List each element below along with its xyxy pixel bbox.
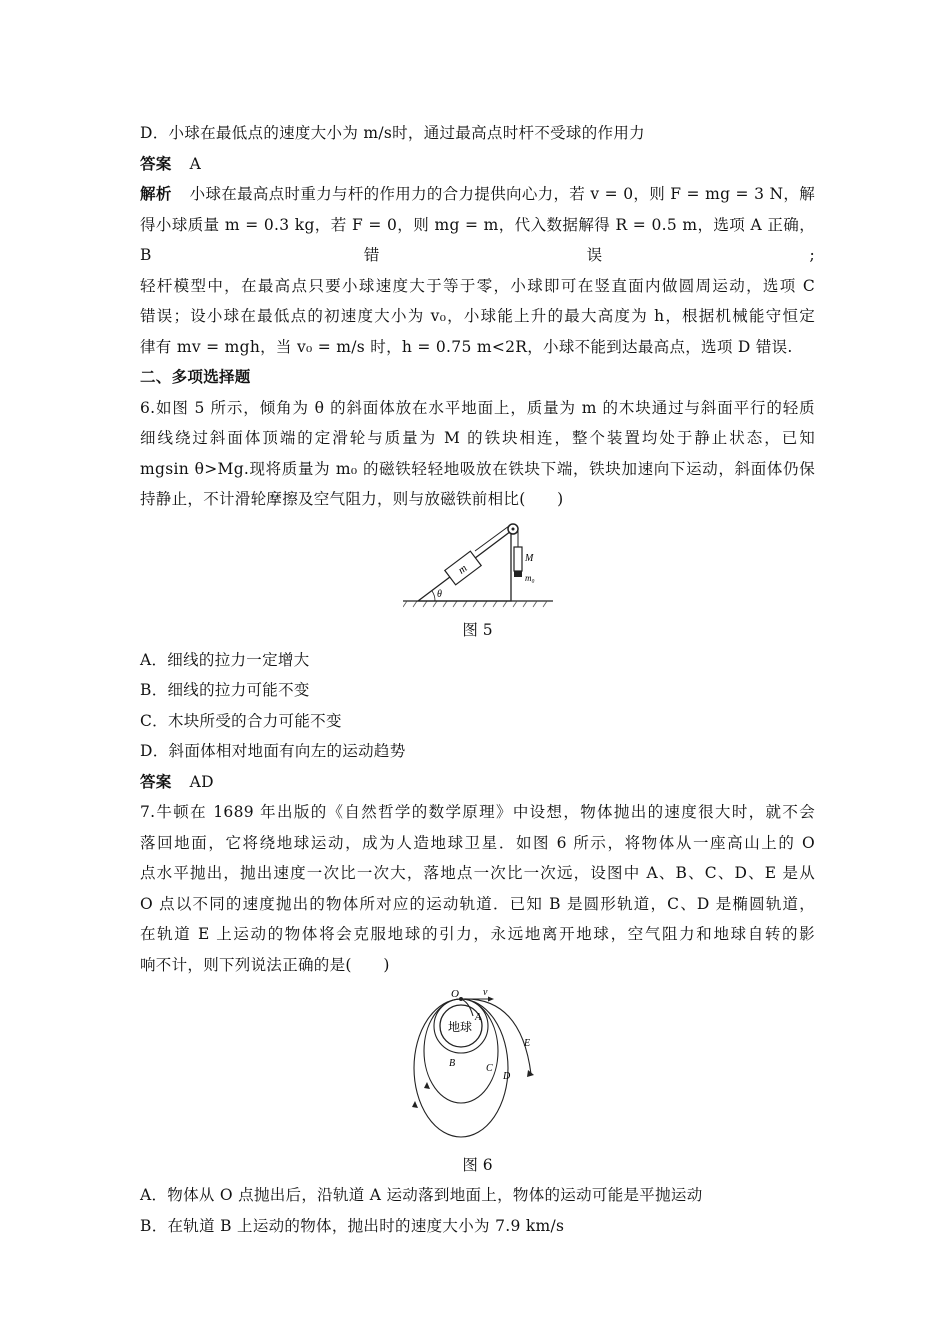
q6-option-c: C．木块所受的合力可能不变 [140,711,342,730]
analysis-line-4: 错误；设小球在最低点的初速度大小为 v₀，小球能上升的最大高度为 h，根据机械能守恒定 [140,307,815,325]
analysis-label: 解析 [140,184,172,203]
q7-option-b: B．在轨道 B 上运动的物体，抛出时的速度大小为 7.9 km/s [140,1216,565,1235]
orbit-a-label: A [474,1012,481,1023]
orbit-e-label: E [523,1038,530,1049]
q6-answer-row [140,767,815,798]
figure-5 [140,521,815,615]
q7-stem-4: O 点以不同的速度抛出的物体所对应的运动轨道．已知 B 是圆形轨道，C、D 是椭圆轨道， [140,894,815,913]
q6-answer-label: 答案 [140,771,172,791]
prev-answer-row [140,149,815,180]
angle-label: θ [436,588,442,600]
orbit-diagram [403,986,553,1146]
figure-6-caption: 图 6 [462,1156,493,1174]
point-o-label: O [450,988,459,1000]
iron-block [514,547,522,571]
analysis-text-1: 小球在最高点时重力与杆的作用力的合力提供向心力，若 v = 0，则 F = mg = 3 N，解 [189,185,815,203]
q7-stem-3: 点水平抛出，抛出速度一次比一次大，落地点一次比一次远，设图中 A、B、C、D、E 是从 [140,864,815,882]
analysis-line-5: 律有 mv = mgh，当 v₀ = m/s 时，h = 0.75 m<2R，小球不能到达最高点，选项 D 错误. [140,337,793,356]
q7-stem-6: 响不计，则下列说法正确的是( ) [140,955,390,974]
q6-option-b: B．细线的拉力可能不变 [140,681,310,699]
q6-stem-2: 细线绕过斜面体顶端的定滑轮与质量为 M 的铁块相连，整个装置均处于静止状态，已知 [140,429,815,447]
magnet-label: m₀ [524,572,535,583]
q6-stem-1: 6.如图 5 所示，倾角为 θ 的斜面体放在水平地面上，质量为 m 的木块通过与斜面平行的轻质 [140,398,815,417]
q6-stem-3: mgsin θ>Mg.现将质量为 m₀ 的磁铁轻轻地吸放在铁块下端，铁块加速向下运动，斜面体仍保 [140,459,815,478]
analysis-line-3: 轻杆模型中，在最高点只要小球速度大于等于零，小球即可在竖直面内做圆周运动，选项 C [140,276,815,295]
q6-option-a: A．细线的拉力一定增大 [140,650,310,669]
analysis-line-1 [140,179,815,210]
figure-5-caption: 图 5 [462,620,493,639]
section-title: 二、多项选择题 [140,367,251,386]
orbit-c [424,999,498,1103]
incline-pulley-diagram [403,521,553,611]
velocity-label: v [482,987,487,998]
orbit-b-label: B [448,1058,455,1069]
answer-label: 答案 [140,153,172,173]
orbit-d-label: D [502,1071,510,1082]
figure-6 [140,986,815,1150]
magnet [514,571,522,577]
document-page [140,118,815,1241]
analysis-line-2: 得小球质量 m = 0.3 kg，若 F = 0，则 mg = m，代入数据解得 R = 0.5 m，选项 A 正确，B 错误; [140,215,815,264]
iron-label: M [524,552,533,564]
q6-option-d: D．斜面体相对地面有向左的运动趋势 [140,742,406,760]
answer-value: A [189,154,202,173]
earth-label: 地球 [447,1020,472,1034]
q7-stem-5: 在轨道 E 上运动的物体将会克服地球的引力，永远地离开地球，空气阻力和地球自转的影 [140,925,815,943]
q6-answer-value: AD [189,772,214,791]
q6-stem-4: 持静止，不计滑轮摩擦及空气阻力，则与放磁铁前相比( ) [140,490,564,508]
q7-stem-1: 7.牛顿在 1689 年出版的《自然哲学的数学原理》中设想，物体抛出的速度很大时，就不会 [140,803,815,821]
orbit-c-label: C [485,1063,493,1074]
q7-option-a: A．物体从 O 点抛出后，沿轨道 A 运动落到地面上，物体的运动可能是平抛运动 [140,1186,703,1204]
q7-stem-2: 落回地面，它将绕地球运动，成为人造地球卫星．如图 6 所示，将物体从一座高山上的 O [140,833,815,852]
prev-option-d: D．小球在最低点的速度大小为 m/s时，通过最高点时杆不受球的作用力 [140,124,645,142]
block-label: m [455,561,470,577]
